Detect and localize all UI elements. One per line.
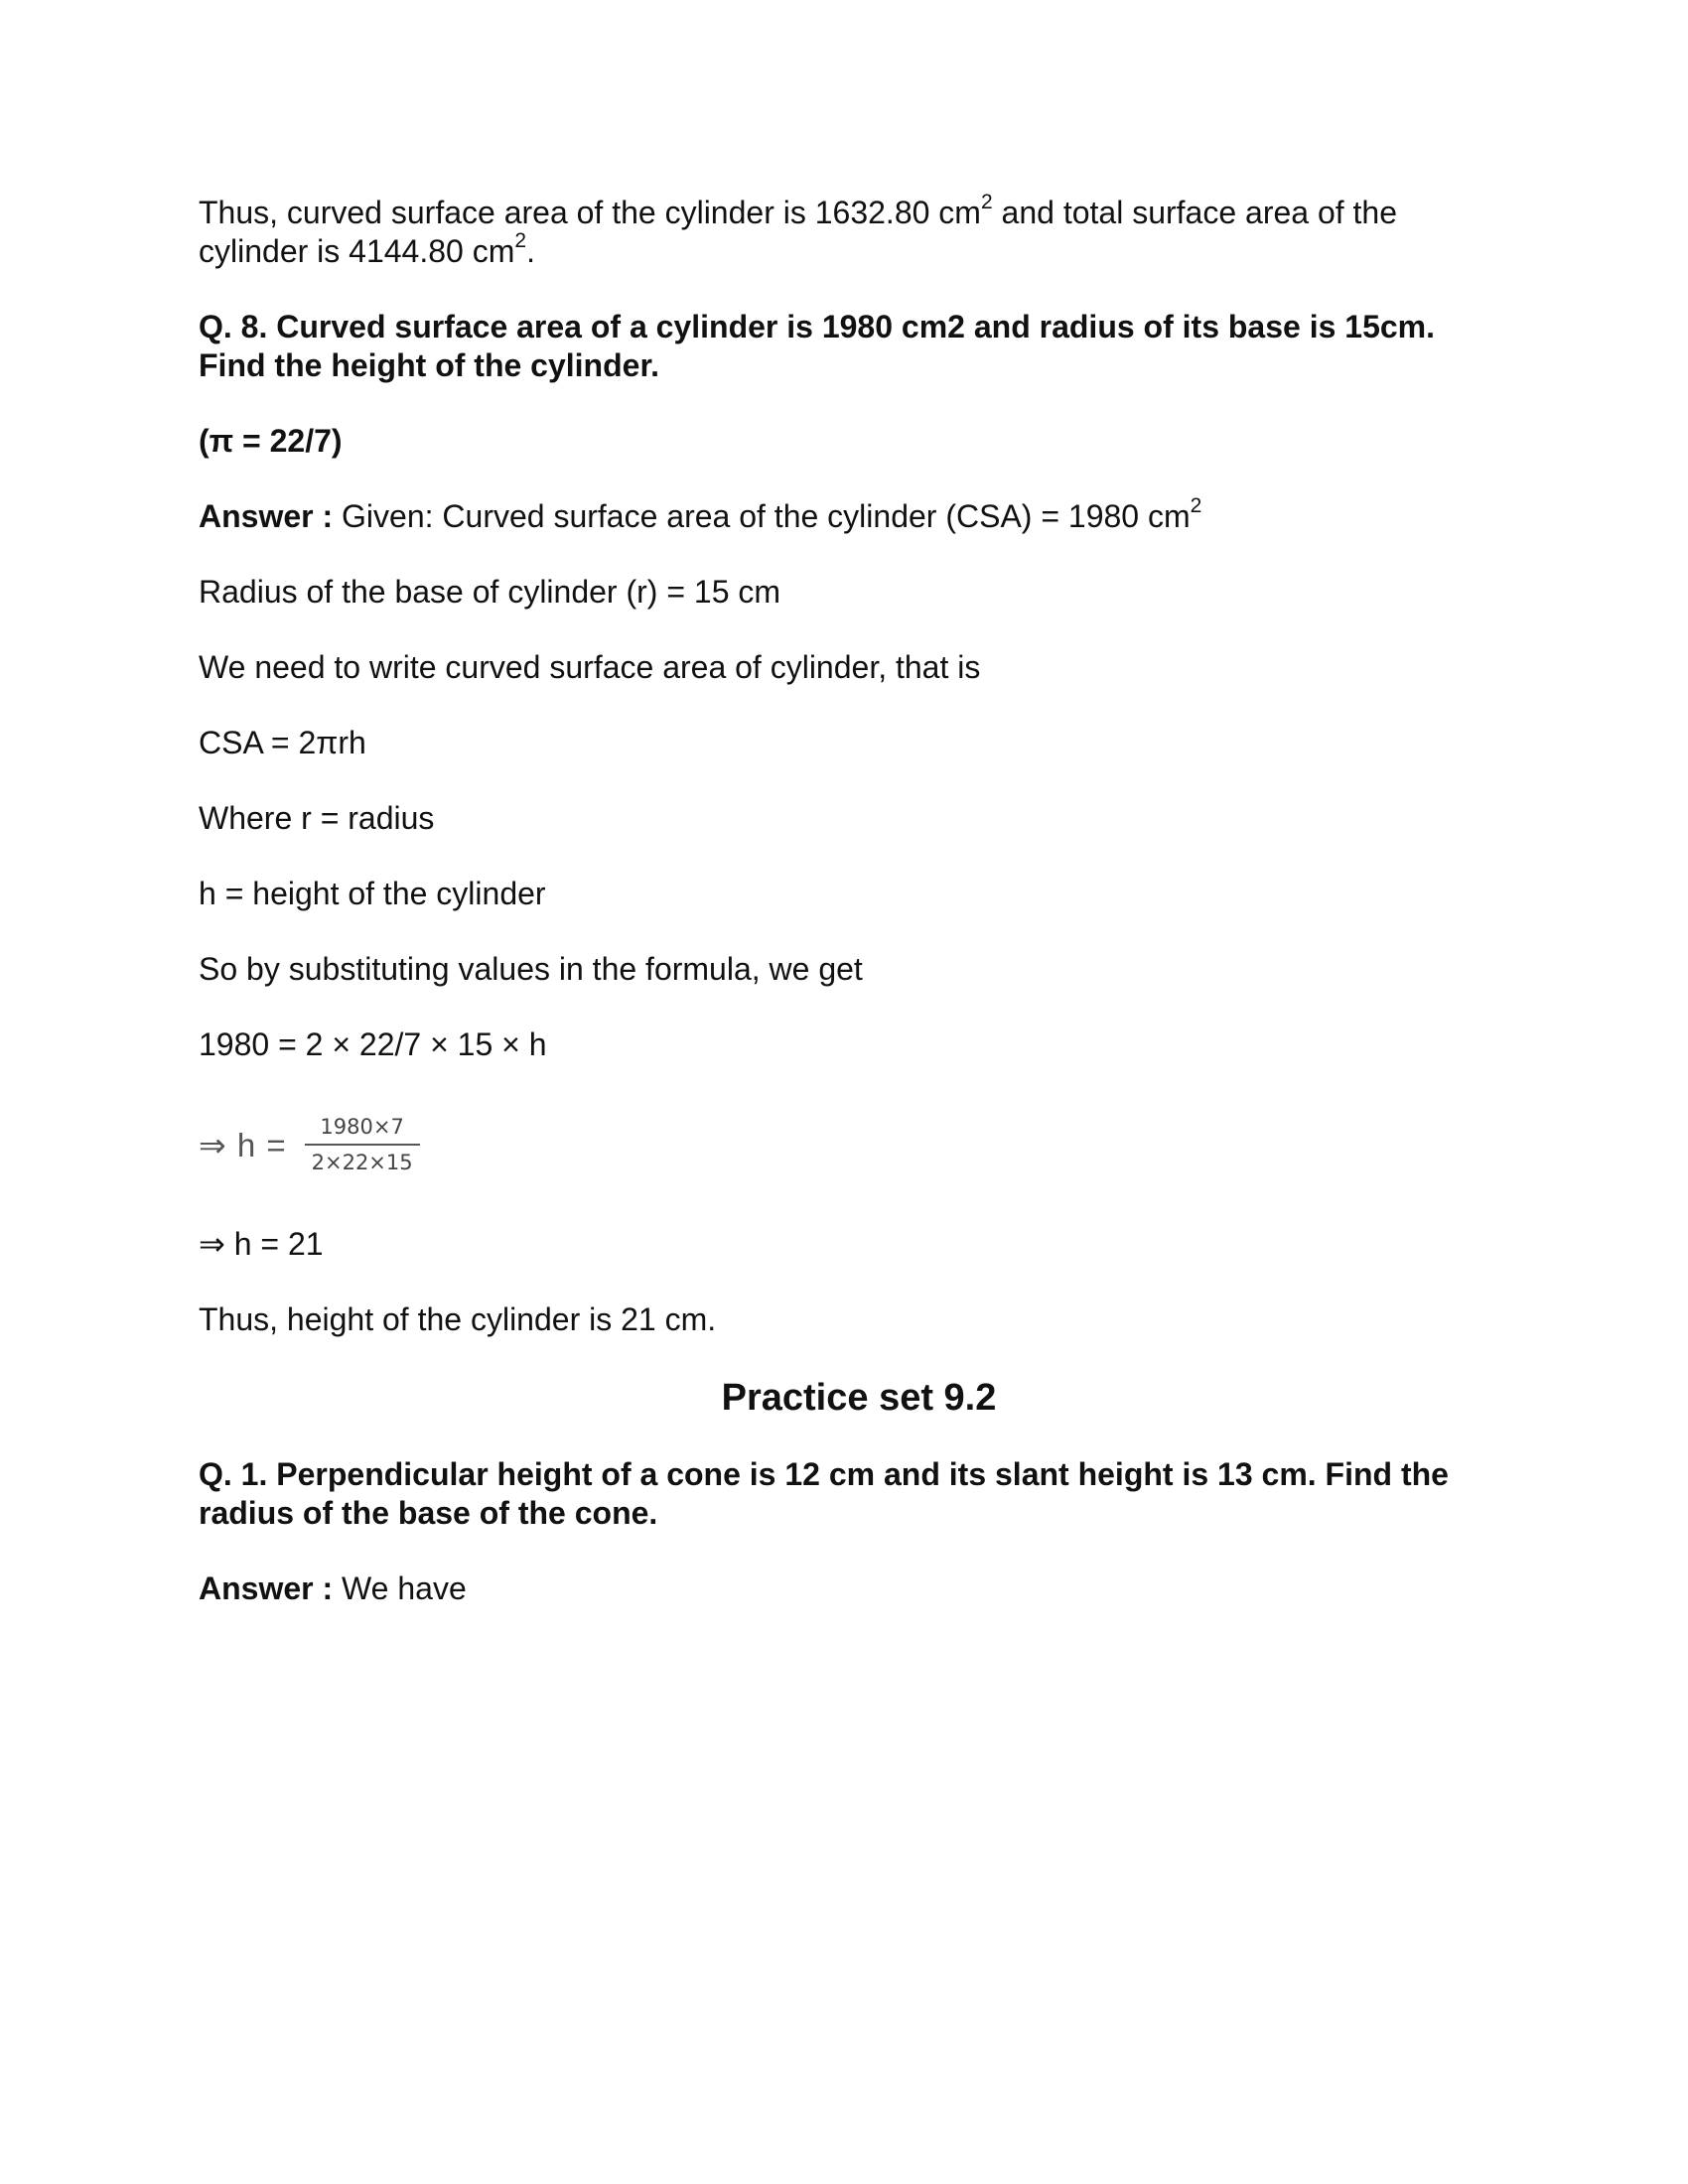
answer-label: Answer :	[199, 498, 334, 534]
fraction-equation	[199, 1101, 1509, 1188]
intro-paragraph	[199, 191, 1509, 271]
fraction	[305, 1113, 420, 1176]
radius-line: Radius of the base of cylinder (r) = 15 cm	[199, 574, 781, 610]
pi-note: (π = 22/7)	[199, 423, 343, 459]
fraction-numerator: 1980×7	[320, 1115, 404, 1139]
practice-question-1: Q. 1. Perpendicular height of a cone is 12 cm and its slant height is 13 cm. Find the radius of the base of the cone.	[199, 1456, 1449, 1531]
answer-8-given	[199, 494, 1509, 536]
fraction-lead: ⇒ h =	[199, 1126, 287, 1163]
intro-superscript-1: 2	[980, 191, 993, 214]
question-8: Q. 8. Curved surface area of a cylinder is 1980 cm2 and radius of its base is 15cm. Find the height of the cylinder.	[199, 309, 1436, 383]
conclusion-line: Thus, height of the cylinder is 21 cm.	[199, 1301, 717, 1337]
practice-answer-label: Answer :	[199, 1570, 334, 1606]
where-height-line: h = height of the cylinder	[199, 876, 546, 911]
formula-intro: We need to write curved surface area of cylinder, that is	[199, 649, 981, 685]
document-page	[199, 191, 1509, 1645]
practice-answer-1	[199, 1570, 1509, 1608]
practice-answer-text: We have	[333, 1570, 467, 1606]
intro-text-3: .	[526, 233, 535, 269]
practice-set-heading: Practice set 9.2	[721, 1377, 997, 1419]
fraction-denominator: 2×22×15	[311, 1151, 413, 1174]
substitution-line: 1980 = 2 × 22/7 × 15 × h	[199, 1026, 547, 1062]
substitution-intro: So by substituting values in the formula, we get	[199, 951, 863, 987]
intro-superscript-2: 2	[514, 229, 527, 253]
where-radius-line: Where r = radius	[199, 800, 435, 836]
formula-line: CSA = 2πrh	[199, 725, 366, 760]
result-line: ⇒ h = 21	[199, 1226, 324, 1262]
answer-given-superscript: 2	[1190, 494, 1202, 518]
answer-given-text: Given: Curved surface area of the cylinder (CSA) = 1980 cm	[333, 498, 1191, 534]
fraction-bar	[305, 1144, 420, 1146]
intro-text-1: Thus, curved surface area of the cylinder is 1632.80 cm	[199, 195, 981, 230]
intro-text-2: and total surface area of the cylinder is 4144.80 cm	[199, 195, 1398, 269]
